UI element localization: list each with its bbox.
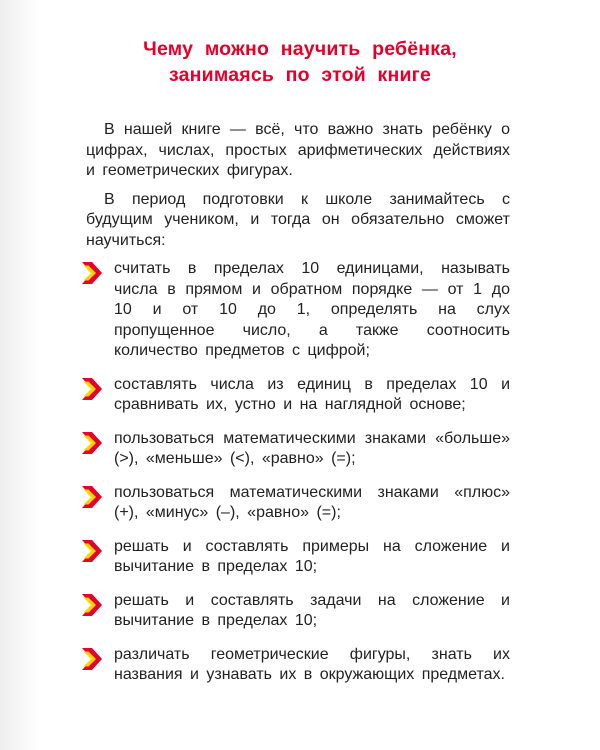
list-item-text: решать и составлять примеры на сложение и вычитание в пределах 10; [114,537,510,575]
lead-paragraph: В период подготовки к школе занимайтесь с будущим учеником, и тогда он обязательно сможет научиться: [86,190,510,249]
list-item [86,537,510,578]
arrow-chevron-icon [80,485,104,509]
list-item [86,591,510,632]
list-item-text: пользоваться математическими знаками «больше» (>), «меньше» (<), «равно» (=); [114,429,510,467]
title-line-1: Чему можно научить ребёнка, [143,38,457,60]
list-item-text: пользоваться математическими знаками «плюс» (+), «минус» (–), «равно» (=); [114,483,510,521]
list-item [86,645,510,686]
arrow-chevron-icon [80,647,104,671]
list-item-text: различать геометрические фигуры, знать их названия и узнавать их в окружающих предметах. [114,645,510,683]
list-item [86,375,510,416]
list-item [86,429,510,470]
list-item-text: решать и составлять задачи на сложение и вычитание в пределах 10; [114,591,510,629]
list-item [86,483,510,524]
list-item [86,259,510,362]
arrow-chevron-icon [80,431,104,455]
title-line-2: занимаясь по этой книге [168,64,431,86]
page-body [86,120,510,699]
list-item-text: составлять числа из единиц в пределах 10 и сравнивать их, устно и на наглядной основе; [114,375,510,413]
list-item-text: считать в пределах 10 единицами, называть числа в прямом и обратном порядке — от 1 до 10 и от 10 до 1, определять на слух пропущенное число, а также соотносить количество предметов с цифрой; [114,260,510,359]
page-gutter-shade [0,0,40,750]
arrow-chevron-icon [80,377,104,401]
arrow-chevron-icon [80,261,104,285]
skills-list [86,259,510,686]
page-title [0,36,600,88]
arrow-chevron-icon [80,539,104,563]
intro-paragraph: В нашей книге — всё, что важно знать ребёнку о цифрах, числах, простых арифметических действиях и геометрических фигурах. [86,121,510,179]
arrow-chevron-icon [80,593,104,617]
